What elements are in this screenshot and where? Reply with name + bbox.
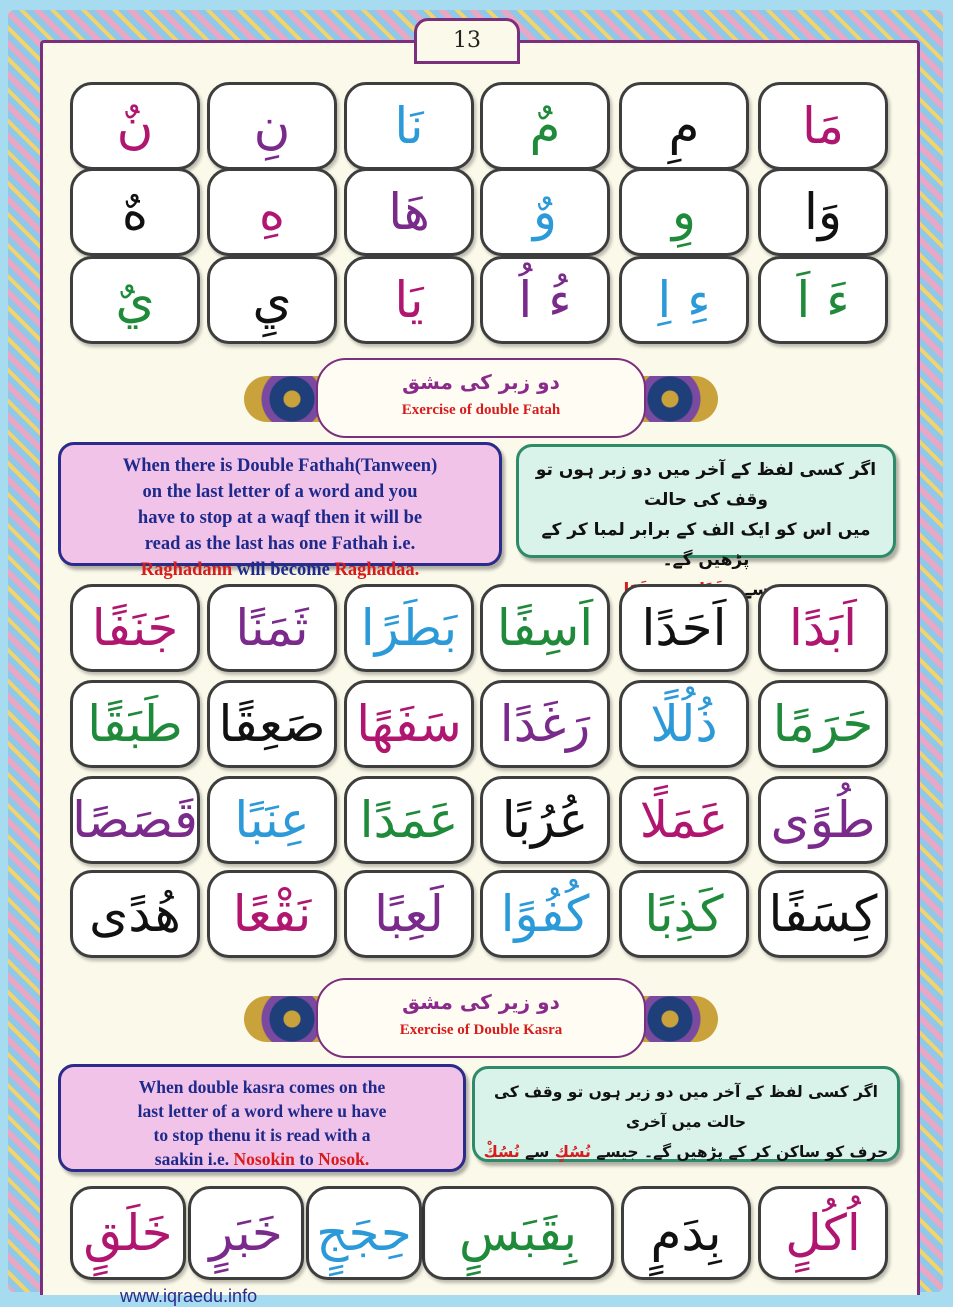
letter-card: كِسَفًا (758, 870, 888, 958)
letter-card: مٌ (480, 82, 610, 170)
letter-card: جَنَفًا (70, 584, 200, 672)
section-banner-fatah (244, 354, 718, 440)
urdu-line: اگر کسی لفظ کے آخر میں دو زیر ہوں تو وقف کی حالت میں آخری (494, 1083, 878, 1131)
page-number: 13 (414, 18, 520, 64)
urdu-example: نُسُكْ (483, 1143, 520, 1161)
urdu-text: حرف کو ساکن کر کے پڑھیں گے۔ جیسے (596, 1143, 889, 1161)
urdu-explanation-box (472, 1066, 900, 1162)
explanation-text: saakin i.e. (154, 1149, 230, 1169)
letter-card: بِدَمٍ (621, 1186, 751, 1280)
explanation-line (61, 1147, 463, 1171)
letter-card: طَبَقًا (70, 680, 200, 768)
urdu-line (475, 1137, 897, 1167)
letter-card: خَبَرٍ (188, 1186, 304, 1280)
english-explanation-box (58, 442, 502, 580)
letter-card: هَا (344, 168, 474, 256)
letter-card: وٌ (480, 168, 610, 256)
english-explanation-box (58, 1064, 466, 1172)
letter-card: مِ (619, 82, 749, 170)
urdu-line: اگر کسی لفظ کے آخر میں دو زبر ہوں تو وقف کی حالت (535, 460, 877, 510)
letter-card: صَعِقًا (207, 680, 337, 768)
letter-card: نَقْعًا (207, 870, 337, 958)
example-word: Nosokin (233, 1149, 295, 1169)
letter-card: عَمَدًا (344, 776, 474, 864)
letter-card: حَرَمًا (758, 680, 888, 768)
letter-card: يَا (344, 256, 474, 344)
explanation-text: will become (236, 560, 330, 580)
explanation-text: to (299, 1149, 314, 1169)
letter-card: يِ (207, 256, 337, 344)
letter-card: رَغَدًا (480, 680, 610, 768)
letter-card: اَبَدًا (758, 584, 888, 672)
letter-card: سَفَهًا (344, 680, 474, 768)
urdu-line: میں اس کو ایک الف کے برابر لمبا کر کے پڑھیں گے۔ (541, 520, 871, 570)
letter-card: مَا (758, 82, 888, 170)
letter-card: حِجَجٍ (306, 1186, 422, 1280)
section-english-title: Exercise of Double Kasra (399, 1022, 563, 1038)
explanation-line: When double kasra comes on the (138, 1077, 386, 1097)
explanation-line: last letter of a word where u have (137, 1101, 387, 1121)
explanation-line: on the last letter of a word and you (142, 482, 418, 502)
example-word: Raghadaa. (334, 560, 420, 580)
letter-card: هٌ (70, 168, 200, 256)
explanation-line: have to stop at a waqf then it will be (137, 508, 423, 528)
urdu-text: سے (525, 1143, 550, 1161)
letter-card: هُدًى (70, 870, 200, 958)
letter-card: عَمَلًا (619, 776, 749, 864)
example-word: Raghadann (140, 560, 233, 580)
letter-card: ثَمَنًا (207, 584, 337, 672)
letter-card: نَا (344, 82, 474, 170)
letter-card: بَطَرًا (344, 584, 474, 672)
urdu-explanation-box (516, 444, 896, 570)
example-word: Nosok. (318, 1149, 370, 1169)
explanation-line: to stop thenu it is read with a (153, 1125, 371, 1145)
letter-card: ءَ اَ (758, 256, 888, 344)
section-urdu-title: دو زبر کی مشق (402, 370, 560, 394)
section-banner-kasra (244, 974, 718, 1060)
footer-url: www.iqraedu.info (120, 1286, 258, 1306)
letter-card: ءِ اِ (619, 256, 749, 344)
letter-card: عُرُبًا (480, 776, 610, 864)
letter-card: وَا (758, 168, 888, 256)
letter-card: اَحَدًا (619, 584, 749, 672)
letter-card: قَصَصًا (70, 776, 200, 864)
letter-card: وِ (619, 168, 749, 256)
section-urdu-title: دو زیر کی مشق (402, 990, 560, 1014)
letter-card: كَذِبًا (619, 870, 749, 958)
letter-card: هِ (207, 168, 337, 256)
letter-card: ءُ اُ (480, 256, 610, 344)
letter-card: كُفُوًا (480, 870, 610, 958)
letter-card: خَلَقٍ (70, 1186, 186, 1280)
letter-card: طُوًى (758, 776, 888, 864)
letter-card: ذُلُلًا (619, 680, 749, 768)
letter-card: يٌ (70, 256, 200, 344)
letter-card: اَسِفًا (480, 584, 610, 672)
letter-card: عِنَبًا (207, 776, 337, 864)
letter-card: بِقَبَسٍ (422, 1186, 614, 1280)
letter-card: نِ (207, 82, 337, 170)
explanation-line: When there is Double Fathah(Tanween) (122, 456, 438, 476)
letter-card: نٌ (70, 82, 200, 170)
explanation-line: read as the last has one Fathah i.e. (144, 534, 416, 554)
letter-card: لَعِبًا (344, 870, 474, 958)
urdu-example: نُسُكٍ (554, 1143, 591, 1161)
letter-card: اُكُلٍ (758, 1186, 888, 1280)
explanation-line (61, 557, 499, 583)
section-english-title: Exercise of double Fatah (401, 402, 561, 418)
